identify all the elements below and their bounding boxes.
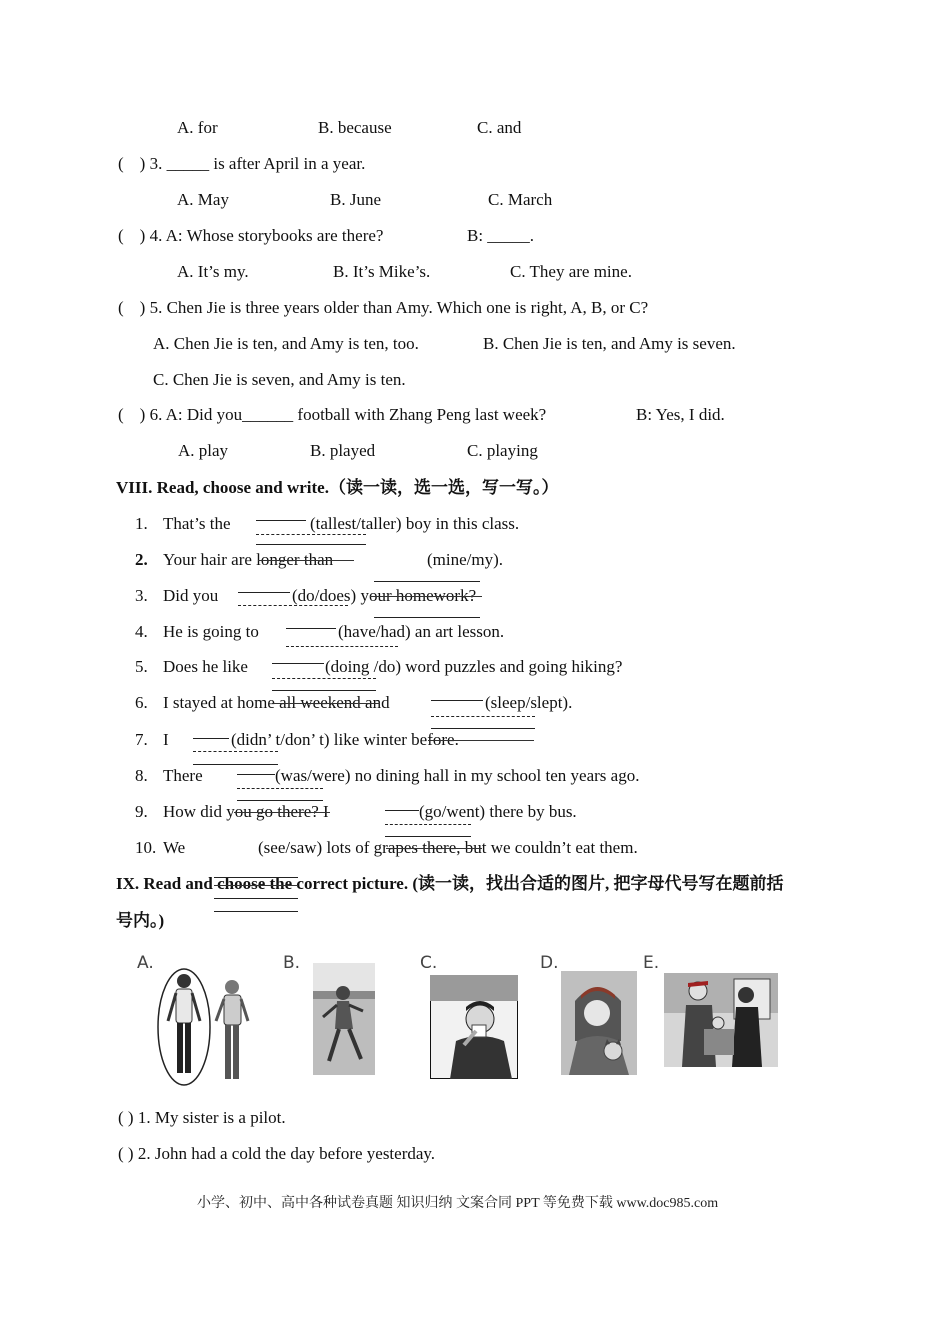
item-7-pre: I — [163, 730, 169, 749]
blank-line — [256, 520, 306, 521]
q4-answer: B: _____. — [467, 226, 535, 245]
q5-option-c: C. Chen Jie is seven, and Amy is ten. — [153, 370, 406, 389]
item-1-pre: That’s the — [163, 514, 231, 533]
blank-line — [237, 774, 275, 775]
answer-blank[interactable] — [286, 646, 398, 647]
section-8-title: VIII. Read, choose and write.（读一读，选一选，写一写。） — [116, 478, 559, 497]
item-number: 4. — [135, 622, 148, 641]
item-number: 10. — [135, 838, 157, 857]
q4-text: 4. A: Whose storybooks are there? — [149, 226, 384, 245]
q6-answer: B: Yes, I did. — [636, 405, 725, 424]
answer-blank[interactable] — [238, 605, 348, 606]
item-5-post: (doing /do) word puzzles and going hiking? — [325, 657, 623, 676]
strike-line — [272, 703, 380, 704]
item-6-post: (sleep/slept). — [485, 693, 573, 712]
blank-line — [286, 628, 336, 629]
q3-option-c: C. March — [488, 190, 553, 209]
item-number: 6. — [135, 693, 148, 712]
blank-line — [374, 581, 480, 582]
blank-line — [272, 690, 376, 691]
section-9-title-cont: 号内。) — [116, 911, 165, 930]
q5-text: 5. Chen Jie is three years older than Amy. Which one is right, A, B, or C? — [149, 298, 649, 317]
paren-open: ( — [118, 298, 124, 317]
item-4-post: (have/had) an art lesson. — [338, 622, 505, 641]
q6-text: 6. A: Did you______ football with Zhang Peng last week? — [149, 405, 547, 424]
item-8-pre: There — [163, 766, 203, 785]
item-number: 2. — [135, 550, 148, 569]
item-5-pre: Does he like — [163, 657, 248, 676]
blank-line — [374, 617, 480, 618]
strike-line — [428, 740, 534, 741]
q4-question — [118, 226, 383, 246]
q6-option-b: B. played — [310, 441, 376, 460]
s9-question-2: ( ) 2. John had a cold the day before yesterday. — [118, 1144, 436, 1163]
q6-option-a: A. play — [178, 441, 229, 460]
blank-line — [193, 738, 229, 739]
item-number: 9. — [135, 802, 148, 821]
item-10-pre: We — [163, 838, 186, 857]
item-3-pre: Did you — [163, 586, 219, 605]
q6-question — [118, 405, 546, 425]
answer-blank[interactable] — [272, 678, 376, 679]
strike-line — [386, 848, 482, 849]
picture-c-sick-man[interactable] — [430, 975, 518, 1079]
answer-blank[interactable] — [237, 788, 323, 789]
item-8-post: (was/were) no dining hall in my school ten years ago. — [275, 766, 640, 785]
answer-blank[interactable] — [385, 824, 471, 825]
section-9-title: IX. Read and choose the correct picture. (读一读，找出合适的图片, 把字母代号写在题前括 — [116, 874, 784, 893]
picture-b-running-girl[interactable] — [313, 963, 375, 1075]
page-footer: 小学、初中、高中各种试卷真题 知识归纳 文案合同 PPT 等免费下载 www.doc985.com — [197, 1196, 719, 1211]
item-10-post: (see/saw) lots of grapes there, but we couldn’t eat them. — [258, 838, 638, 857]
paren-close: ) — [139, 226, 146, 245]
picture-e-doctor-scene[interactable] — [664, 973, 778, 1067]
q4-option-b: B. It’s Mike’s. — [333, 262, 431, 281]
blank-line — [214, 898, 298, 899]
strike-line — [258, 560, 354, 561]
paren-open: ( — [118, 154, 124, 173]
q5-option-b: B. Chen Jie is ten, and Amy is seven. — [483, 334, 736, 353]
blank-line — [238, 592, 290, 593]
item-7-post: (didn’ t/don’ t) like winter before. — [231, 730, 459, 749]
picture-label-e: E. — [643, 953, 660, 973]
q2-option-b: B. because — [318, 118, 392, 137]
item-number: 1. — [135, 514, 148, 533]
answer-blank[interactable] — [256, 534, 366, 535]
answer-blank[interactable] — [431, 716, 535, 717]
picture-label-b: B. — [283, 953, 301, 973]
blank-line — [431, 728, 535, 729]
item-9-post: (go/went) there by bus. — [419, 802, 577, 821]
q5-option-a: A. Chen Jie is ten, and Amy is ten, too. — [153, 334, 419, 353]
picture-label-a: A. — [137, 953, 154, 973]
paren-close: ) — [139, 298, 146, 317]
item-3-post: (do/does) your homework? — [292, 586, 477, 605]
q2-option-c: C. and — [477, 118, 522, 137]
item-4-pre: He is going to — [163, 622, 259, 641]
q4-option-c: C. They are mine. — [510, 262, 632, 281]
item-2-post: (mine/my). — [427, 550, 504, 569]
paren-close: ) — [139, 405, 146, 424]
picture-d-girl-with-cat[interactable] — [561, 971, 637, 1075]
picture-label-d: D. — [540, 953, 559, 973]
item-number: 7. — [135, 730, 148, 749]
picture-a-two-boys[interactable] — [152, 965, 260, 1089]
blank-line — [237, 800, 323, 801]
blank-line — [385, 810, 419, 811]
q5-question — [118, 298, 648, 318]
item-number: 3. — [135, 586, 148, 605]
blank-line — [385, 836, 471, 837]
blank-line — [431, 700, 483, 701]
paren-open: ( — [118, 226, 124, 245]
q6-option-c: C. playing — [467, 441, 538, 460]
q3-option-a: A. May — [177, 190, 229, 209]
strike-line — [370, 596, 482, 597]
blank-line — [214, 911, 298, 912]
s9-question-1: ( ) 1. My sister is a pilot. — [118, 1108, 286, 1127]
item-6-pre: I stayed at home all weekend and — [163, 693, 390, 712]
blank-line — [193, 764, 278, 765]
paren-close: ) — [139, 154, 146, 173]
blank-line — [272, 663, 324, 664]
blank-line — [256, 544, 366, 545]
q2-option-a: A. for — [177, 118, 218, 137]
strike-line — [214, 885, 298, 886]
item-number: 5. — [135, 657, 148, 676]
answer-blank[interactable] — [193, 751, 278, 752]
item-9-pre: How did you go there? I — [163, 802, 329, 821]
paren-open: ( — [118, 405, 124, 424]
item-number: 8. — [135, 766, 148, 785]
q3-text: 3. _____ is after April in a year. — [149, 154, 366, 173]
item-2-pre: Your hair are longer than — [163, 550, 334, 569]
q3-option-b: B. June — [330, 190, 381, 209]
q3-question — [118, 154, 365, 174]
strike-line — [234, 812, 330, 813]
blank-line — [214, 877, 298, 878]
q4-option-a: A. It’s my. — [177, 262, 249, 281]
picture-label-c: C. — [420, 953, 438, 973]
item-1-post: (tallest/taller) boy in this class. — [310, 514, 520, 533]
